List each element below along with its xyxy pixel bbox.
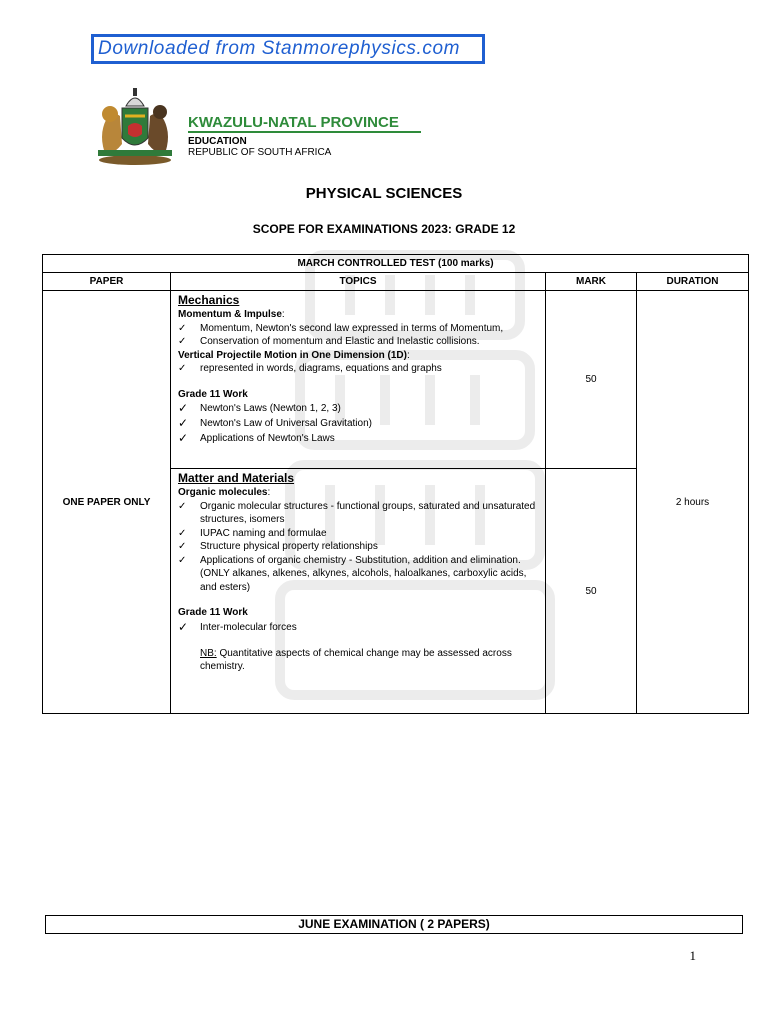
- march-table-heading: MARCH CONTROLLED TEST (100 marks): [43, 255, 749, 273]
- mark-cell-matter: 50: [546, 469, 637, 714]
- column-header-mark: MARK: [546, 273, 637, 291]
- column-header-paper: PAPER: [43, 273, 171, 291]
- checkmark-icon: ✓: [178, 527, 187, 539]
- list-item: ✓ Inter-molecular forces: [178, 619, 297, 634]
- page-title: PHYSICAL SCIENCES: [305, 185, 463, 202]
- section-title-matter: Matter and Materials: [178, 471, 295, 485]
- matter-topics-cell: [171, 469, 546, 714]
- nb-text: Quantitative aspects of chemical change may be assessed across chemistry.: [200, 647, 512, 672]
- checkmark-icon: ✓: [178, 363, 187, 374]
- march-scope-table: [42, 254, 749, 714]
- organic-note: (ONLY alkanes, alkenes, alkynes, alcohols, haloalkanes, carboxylic acids, and esters): [200, 568, 527, 593]
- checkmark-icon: ✓: [178, 431, 189, 445]
- group-heading: Grade 11 Work: [178, 607, 248, 618]
- group-heading: Grade 11 Work: [178, 388, 248, 400]
- province-rule: [188, 131, 421, 133]
- download-banner[interactable]: [91, 34, 485, 64]
- checkmark-icon: ✓: [178, 416, 189, 430]
- list-item: ✓ Applications of organic chemistry - Substitution, addition and elimination.: [178, 554, 521, 566]
- list-item: ✓ Structure physical property relationships: [178, 541, 378, 552]
- province-name: KWAZULU-NATAL PROVINCE: [188, 114, 399, 131]
- section-title-mechanics: Mechanics: [178, 293, 240, 307]
- duration-cell: 2 hours: [637, 291, 749, 714]
- list-item: ✓ Conservation of momentum and Elastic and Inelastic collisions.: [178, 336, 480, 347]
- group-heading: Momentum & Impulse:: [178, 309, 285, 320]
- checkmark-icon: ✓: [178, 500, 187, 512]
- checkmark-icon: ✓: [178, 336, 187, 347]
- mark-cell-mechanics: 50: [546, 291, 637, 469]
- banner-text: Downloaded from Stanmorephysics.com: [98, 38, 461, 59]
- group-heading: Vertical Projectile Motion in One Dimension (1D):: [178, 349, 410, 361]
- list-item: ✓ represented in words, diagrams, equations and graphs: [178, 363, 442, 374]
- page-number: 1: [689, 948, 696, 963]
- kzn-coat-of-arms-icon: [92, 86, 178, 166]
- checkmark-icon: ✓: [178, 401, 189, 415]
- list-item: ✓ Applications of Newton's Laws: [178, 431, 335, 445]
- list-item: ✓ Momentum, Newton's second law expressed in terms of Momentum,: [178, 322, 504, 334]
- column-header-duration: DURATION: [637, 273, 749, 291]
- nb-label: NB:: [200, 647, 217, 659]
- department-name: EDUCATION: [188, 136, 247, 147]
- mechanics-topics-cell: [171, 291, 546, 469]
- page-subtitle: SCOPE FOR EXAMINATIONS 2023: GRADE 12: [252, 222, 516, 236]
- june-scope-table: [45, 915, 743, 934]
- nb-note: [178, 647, 539, 674]
- checkmark-icon: ✓: [178, 554, 187, 566]
- checkmark-icon: ✓: [178, 541, 187, 552]
- checkmark-icon: ✓: [178, 619, 189, 634]
- list-item: ✓ Organic molecular structures - functional groups, saturated and unsaturated structures, isomers: [178, 500, 536, 525]
- country-name: REPUBLIC OF SOUTH AFRICA: [188, 147, 332, 158]
- checkmark-icon: ✓: [178, 322, 187, 334]
- list-item: ✓ Newton's Law of Universal Gravitation): [178, 416, 372, 430]
- column-header-topics: TOPICS: [171, 273, 546, 291]
- paper-cell: ONE PAPER ONLY: [43, 291, 171, 714]
- list-item: ✓ Newton's Laws (Newton 1, 2, 3): [178, 401, 341, 415]
- group-heading: Organic molecules:: [178, 487, 271, 498]
- list-item: ✓ IUPAC naming and formulae: [178, 527, 327, 539]
- june-table-heading: JUNE EXAMINATION ( 2 PAPERS): [46, 916, 743, 934]
